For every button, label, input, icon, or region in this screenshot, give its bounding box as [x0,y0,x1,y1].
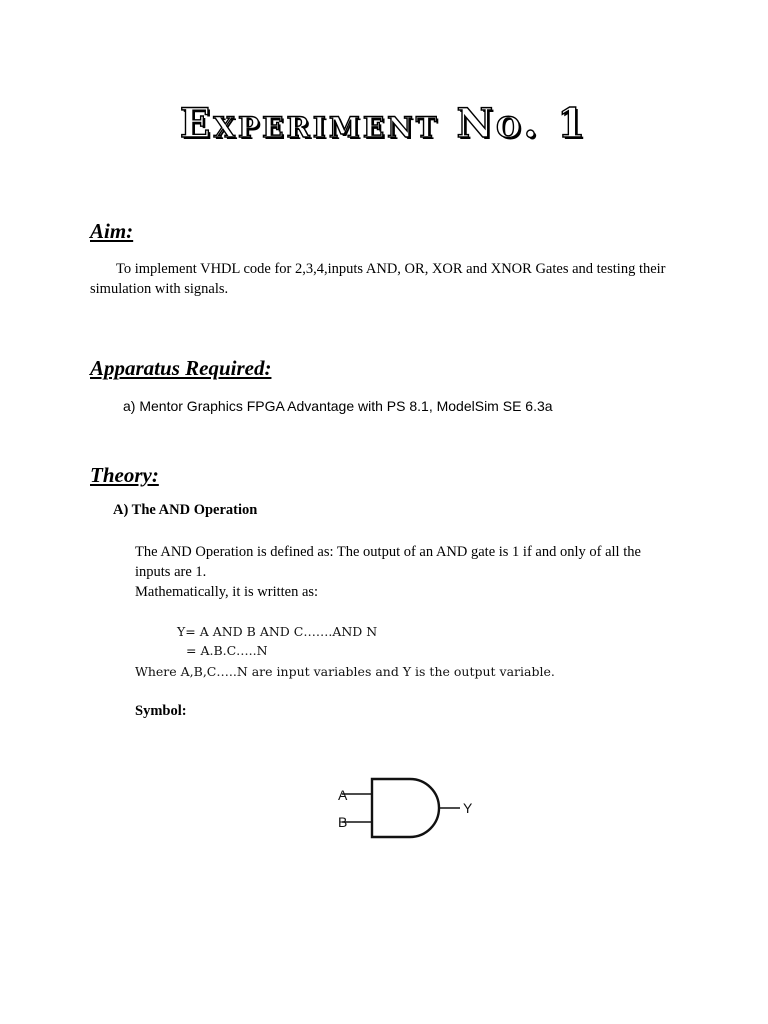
math-intro: Mathematically, it is written as: [135,584,319,600]
and-gate-body [372,779,439,837]
input-b-label: B [338,814,348,830]
aim-text: To implement VHDL code for 2,3,4,inputs AND, OR, XOR and XNOR Gates and testing their simulation with signals. [90,261,666,297]
and-gate-symbol [330,770,480,845]
aim-heading: Aim: [90,219,134,243]
experiment-title: Experiment No. 1 [179,100,589,147]
apparatus-heading: Apparatus Required: [90,356,272,380]
variables-description: Where A,B,C…..N are input variables and Y is the output variable. [135,664,555,679]
input-a-label: A [338,787,348,803]
and-definition: The AND Operation is defined as: The output of an AND gate is 1 if and only of all the inputs are 1. [135,544,641,580]
equation-line-2: = A.B.C…..N [186,643,268,658]
theory-heading: Theory: [90,463,159,487]
equation-line-1: Y= A AND B AND C…….AND N [177,624,378,639]
output-y-label: Y [463,800,473,816]
and-operation-heading: A) The AND Operation [113,502,258,518]
apparatus-item: a) Mentor Graphics FPGA Advantage with PS 8.1, ModelSim SE 6.3a [123,398,553,414]
symbol-label: Symbol: [135,703,187,719]
